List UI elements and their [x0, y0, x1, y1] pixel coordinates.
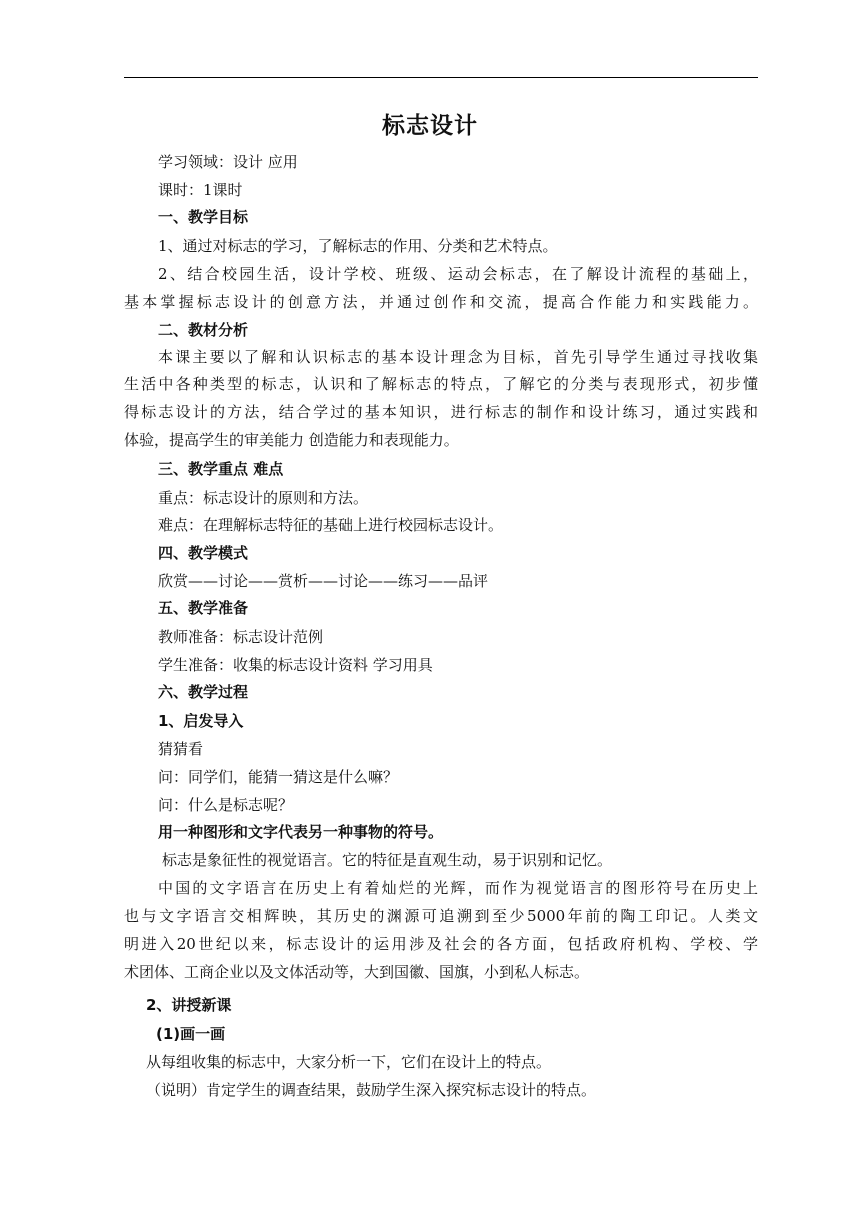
text-line: 体验，提高学生的审美能力 创造能力和表现能力。 — [124, 431, 459, 449]
text-line: 问：同学们，能猜一猜这是什么嘛？ — [158, 768, 399, 786]
text-line: 生活中各种类型的标志，认识和了解标志的特点，了解它的分类与表现形式，初步懂 — [124, 375, 758, 393]
text-line: 本课主要以了解和认识标志的基本设计理念为目标，首先引导学生通过寻找收集 — [158, 348, 758, 366]
subsection-heading: 2、讲授新课 — [146, 996, 232, 1014]
text-line: 明进入20世纪以来，标志设计的运用涉及社会的各方面，包括政府机构、学校、学 — [124, 935, 758, 953]
subsection-heading: 1、启发导入 — [158, 712, 244, 730]
text-line: 从每组收集的标志中，大家分析一下，它们在设计上的特点。 — [146, 1053, 552, 1071]
text-line: 教师准备：标志设计范例 — [158, 628, 324, 646]
text-line: 难点：在理解标志特征的基础上进行校园标志设计。 — [158, 516, 504, 534]
section-heading: 六、教学过程 — [158, 683, 249, 701]
subsection-heading: (1)画一画 — [156, 1025, 226, 1043]
text-line: 也与文字语言交相辉映，其历史的渊源可追溯到至少5000年前的陶工印记。人类文 — [124, 907, 758, 925]
text-line: 学生准备：收集的标志设计资料 学习用具 — [158, 656, 433, 674]
section-heading: 四、教学模式 — [158, 544, 249, 562]
text-line: 猜猜看 — [158, 740, 204, 758]
text-line: 课时：1课时 — [158, 181, 243, 199]
section-heading: 一、教学目标 — [158, 208, 249, 226]
text-line: 标志是象征性的视觉语言。它的特征是直观生动，易于识别和记忆。 — [162, 851, 613, 869]
header-rule — [124, 77, 758, 78]
text-line: 2、结合校园生活，设计学校、班级、运动会标志，在了解设计流程的基础上， — [158, 265, 758, 283]
text-line: 欣赏——讨论——赏析——讨论——练习——品评 — [158, 572, 489, 590]
document-title: 标志设计 — [382, 113, 478, 139]
text-line: （说明）肯定学生的调查结果，鼓励学生深入探究标志设计的特点。 — [146, 1081, 597, 1099]
section-heading: 二、教材分析 — [158, 321, 249, 339]
section-heading: 五、教学准备 — [158, 599, 249, 617]
definition-line: 用一种图形和文字代表另一种事物的符号。 — [158, 823, 444, 841]
text-line: 学习领域：设计 应用 — [158, 153, 298, 171]
text-line: 基本掌握标志设计的创意方法，并通过创作和交流，提高合作能力和实践能力。 — [124, 293, 758, 311]
section-heading: 三、教学重点 难点 — [158, 460, 284, 478]
text-line: 得标志设计的方法，结合学过的基本知识，进行标志的制作和设计练习，通过实践和 — [124, 403, 758, 421]
text-line: 术团体、工商企业以及文体活动等，大到国徽、国旗，小到私人标志。 — [124, 963, 590, 981]
text-line: 1、通过对标志的学习，了解标志的作用、分类和艺术特点。 — [158, 237, 558, 255]
text-line: 重点：标志设计的原则和方法。 — [158, 489, 369, 507]
text-line: 问：什么是标志呢？ — [158, 796, 294, 814]
text-line: 中国的文字语言在历史上有着灿烂的光辉，而作为视觉语言的图形符号在历史上 — [158, 879, 758, 897]
